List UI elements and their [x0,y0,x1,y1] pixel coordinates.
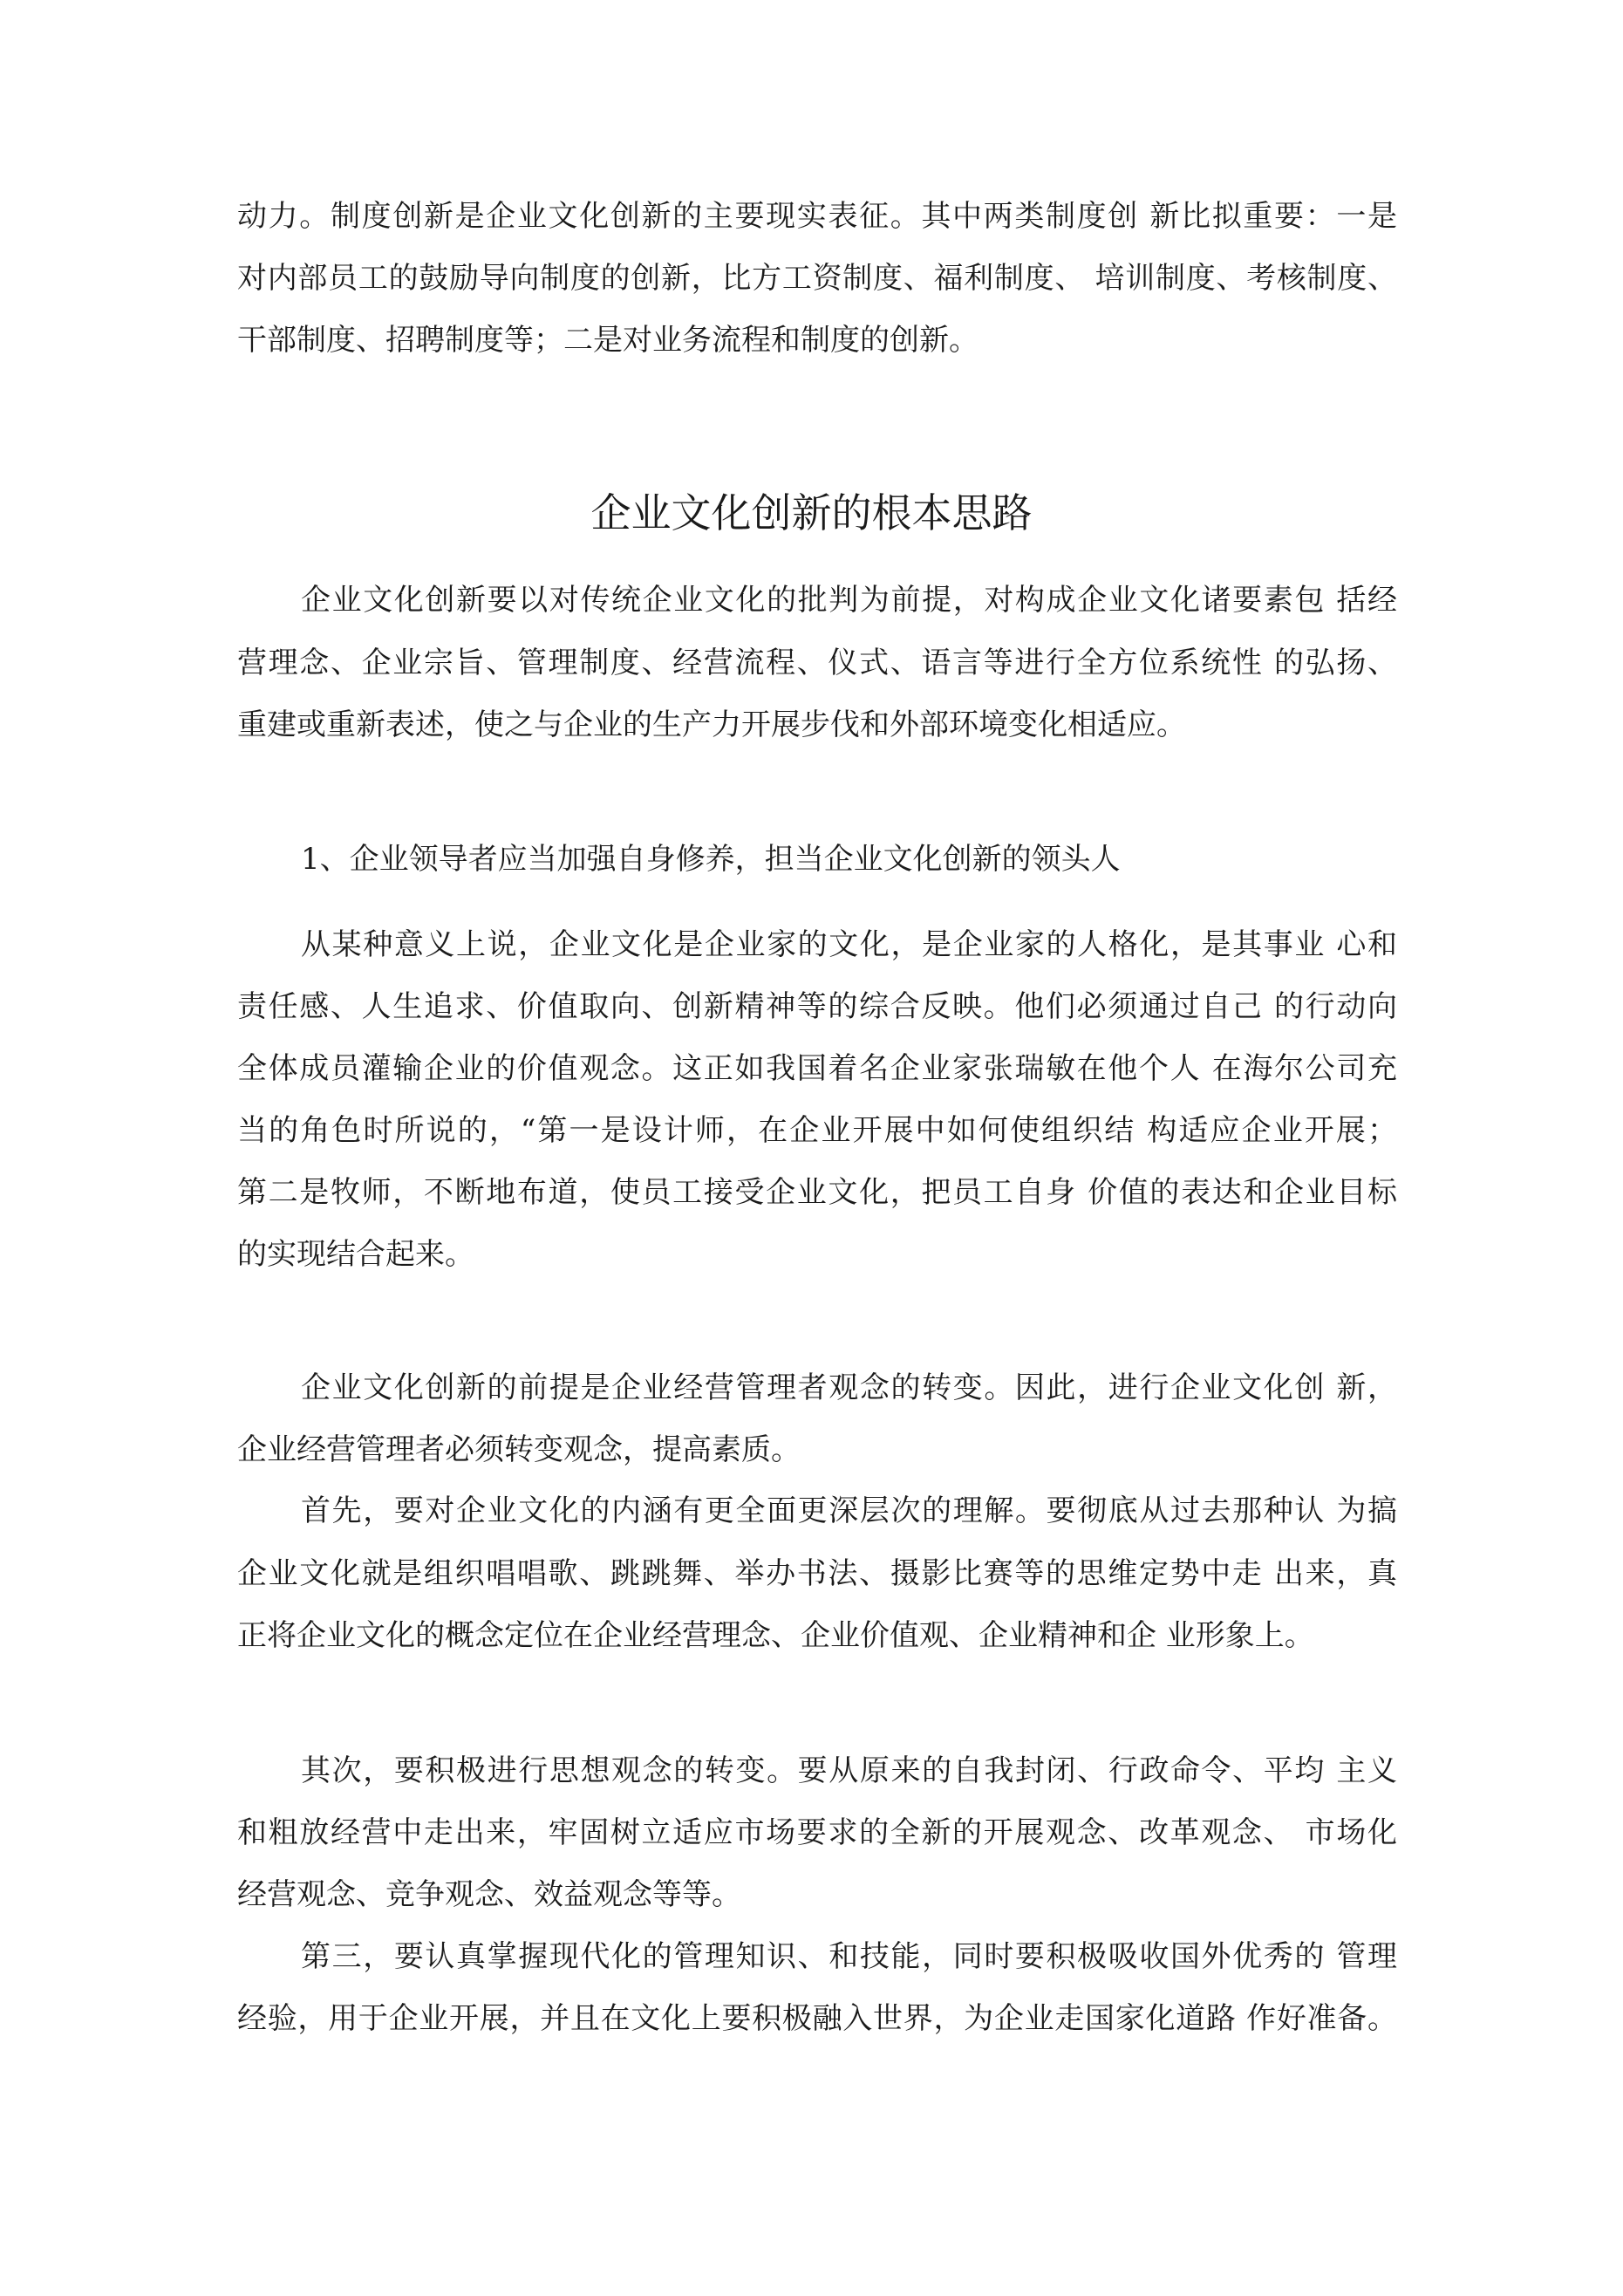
section-heading: 企业文化创新的根本思路 [590,489,1033,536]
text-line: 首先，要对企业文化的内涵有更全面更深层次的理解。要彻底从过去那种认 为搞 [301,1493,1397,1528]
text-line: 企业文化创新的前提是企业经营管理者观念的转变。因此，进行企业文化创 新， [301,1370,1397,1405]
text-line: 和粗放经营中走出来，牢固树立适应市场要求的全新的开展观念、改革观念、 市场化 [237,1815,1397,1850]
text-line: 对内部员工的鼓励导向制度的创新，比方工资制度、福利制度、 培训制度、考核制度、 [237,261,1397,296]
text-line: 第三，要认真掌握现代化的管理知识、和技能，同时要积极吸收国外优秀的 管理 [301,1939,1397,1974]
text-line: 动力。制度创新是企业文化创新的主要现实表征。其中两类制度创 新比拟重要：一是 [237,199,1397,234]
text-line: 全体成员灌输企业的价值观念。这正如我国着名企业家张瑞敏在他个人 在海尔公司充 [237,1051,1397,1086]
text-line: 从某种意义上说，企业文化是企业家的文化，是企业家的人格化，是其事业 心和 [301,927,1397,962]
text-line: 正将企业文化的概念定位在企业经营理念、企业价值观、企业精神和企 业形象上。 [237,1618,1314,1653]
text-line: 第二是牧师，不断地布道，使员工接受企业文化，把员工自身 价值的表达和企业目标 [237,1175,1397,1210]
text-line: 企业经营管理者必须转变观念，提高素质。 [237,1432,801,1467]
text-line: 营理念、企业宗旨、管理制度、经营流程、仪式、语言等进行全方位系统性 的弘扬、 [237,646,1397,680]
text-line: 企业文化就是组织唱唱歌、跳跳舞、举办书法、摄影比赛等的思维定势中走 出来，真 [237,1556,1397,1591]
text-line: 其次，要积极进行思想观念的转变。要从原来的自我封闭、行政命令、平均 主义 [301,1753,1397,1788]
text-line: 企业文化创新要以对传统企业文化的批判为前提，对构成企业文化诸要素包 括经 [301,583,1397,618]
text-line: 的实现结合起来。 [237,1237,474,1272]
text-line: 经营观念、竞争观念、效益观念等等。 [237,1877,741,1912]
text-line: 重建或重新表述，使之与企业的生产力开展步伐和外部环境变化相适应。 [237,707,1186,742]
text-line: 责任感、人生追求、价值取向、创新精神等的综合反映。他们必须通过自己 的行动向 [237,989,1397,1024]
numbered-point: 1、企业领导者应当加强自身修养，担当企业文化创新的领头人 [301,842,1121,877]
text-line: 干部制度、招聘制度等；二是对业务流程和制度的创新。 [237,323,979,358]
text-line: 经验，用于企业开展，并且在文化上要积极融入世界，为企业走国家化道路 作好准备。 [237,2001,1397,2036]
text-line: 当的角色时所说的，“第一是设计师，在企业开展中如何使组织结 构适应企业开展； [237,1113,1397,1148]
